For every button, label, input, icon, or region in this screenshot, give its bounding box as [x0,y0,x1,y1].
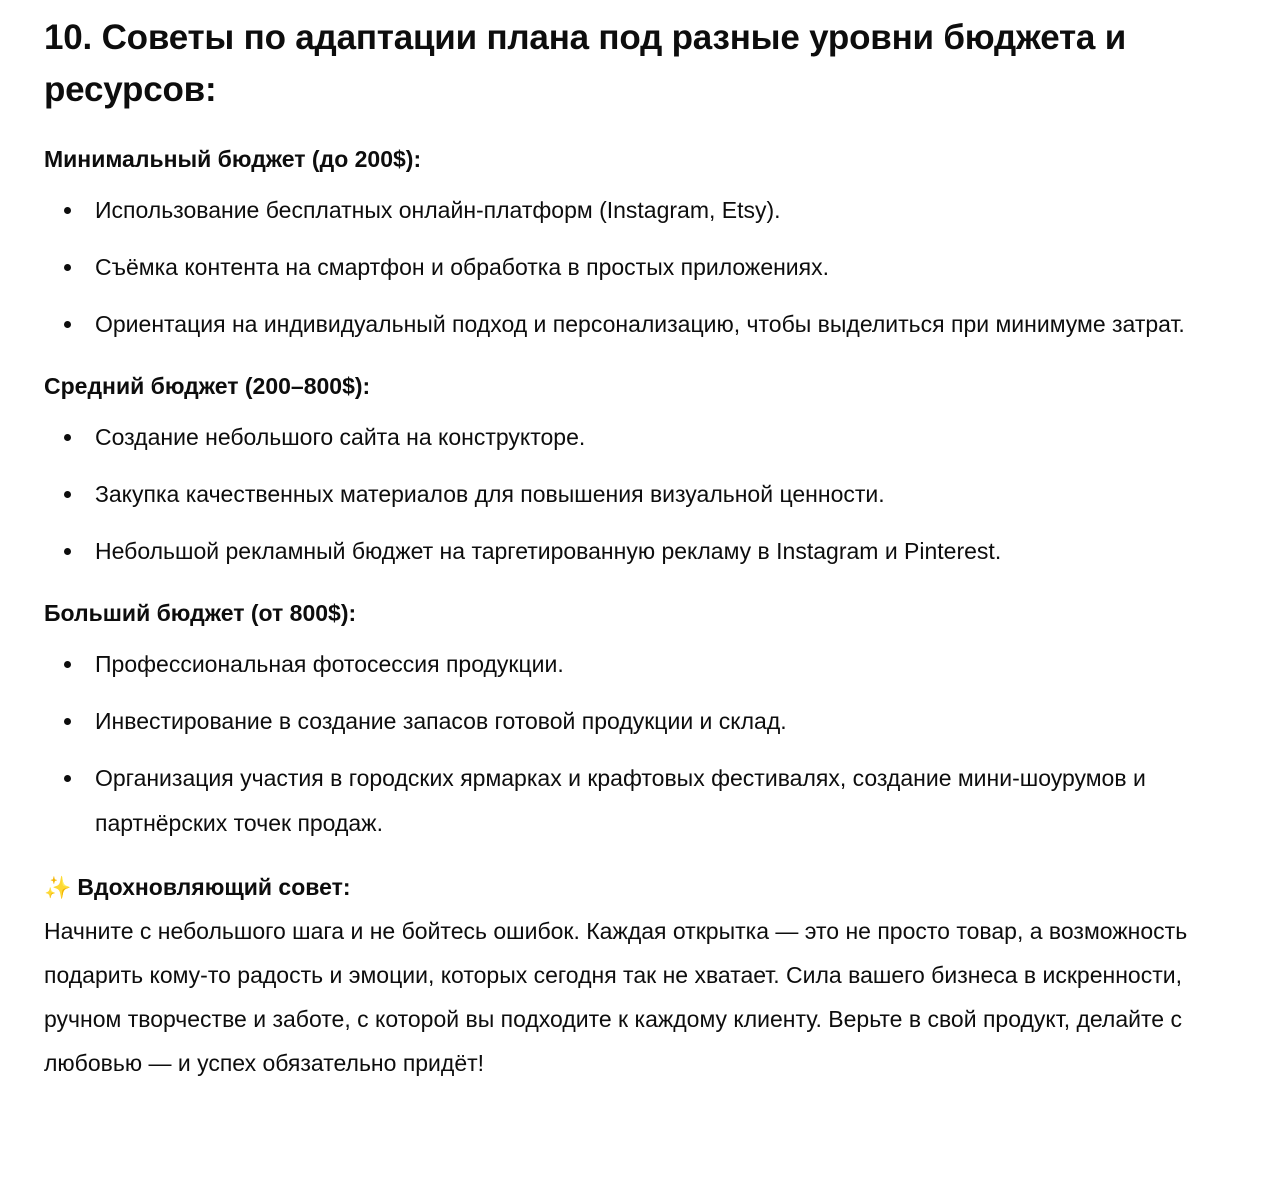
list-item-text: Съёмка контента на смартфон и обработка в простых приложениях. [95,254,830,280]
bullet-icon [64,207,71,214]
list-item-text: Инвестирование в создание запасов готовой продукции и склад. [95,708,787,734]
medium-budget-list [44,415,1236,574]
list-item-text: Профессиональная фотосессия продукции. [95,651,564,677]
list-item [44,756,1236,846]
list-item [44,415,1236,460]
bullet-icon [64,321,71,328]
list-item [44,472,1236,517]
bullet-icon [64,775,71,782]
bullet-icon [64,264,71,271]
list-item [44,302,1236,347]
bullet-icon [64,661,71,668]
list-item [44,188,1236,233]
section-heading-large-budget: Больший бюджет (от 800$): [44,600,357,626]
bullet-icon [64,491,71,498]
sparkles-icon: ✨ [44,875,72,900]
list-item-text: Ориентация на индивидуальный подход и персонализацию, чтобы выделиться при минимуме затрат. [95,311,1185,337]
large-budget-list [44,642,1236,846]
minimal-budget-list [44,188,1236,347]
tip-text: Начните с небольшого шага и не бойтесь ошибок. Каждая открытка — это не просто товар, а возможность подарить кому-то радость и эмоции, которых сегодня так не хватает. Сила вашего бизнеса в искренности, ручном творчестве и заботе, с которой вы подходите к каждому клиенту. Верьте в свой продукт, делайте с любовью — и успех обязательно придёт! [44,918,1188,1076]
bullet-icon [64,548,71,555]
list-item [44,245,1236,290]
list-item [44,529,1236,574]
section-heading-minimal-budget: Минимальный бюджет (до 200$): [44,146,422,172]
list-item-text: Использование бесплатных онлайн-платформ (Instagram, Etsy). [95,197,781,223]
bullet-icon [64,718,71,725]
list-item-text: Организация участия в городских ярмарках и крафтовых фестивалях, создание мини-шоурумов и партнёрских точек продаж. [95,765,1146,836]
section-heading-medium-budget: Средний бюджет (200–800$): [44,373,371,399]
list-item-text: Закупка качественных материалов для повышения визуальной ценности. [95,481,885,507]
list-item [44,642,1236,687]
list-item-text: Небольшой рекламный бюджет на таргетированную рекламу в Instagram и Pinterest. [95,538,1002,564]
list-item-text: Создание небольшого сайта на конструкторе. [95,424,586,450]
bullet-icon [64,434,71,441]
list-item [44,699,1236,744]
tip-title: Вдохновляющий совет: [77,874,351,900]
page-title: 10. Советы по адаптации плана под разные уровни бюджета и ресурсов: [44,18,1127,109]
tip-heading [44,870,1236,905]
